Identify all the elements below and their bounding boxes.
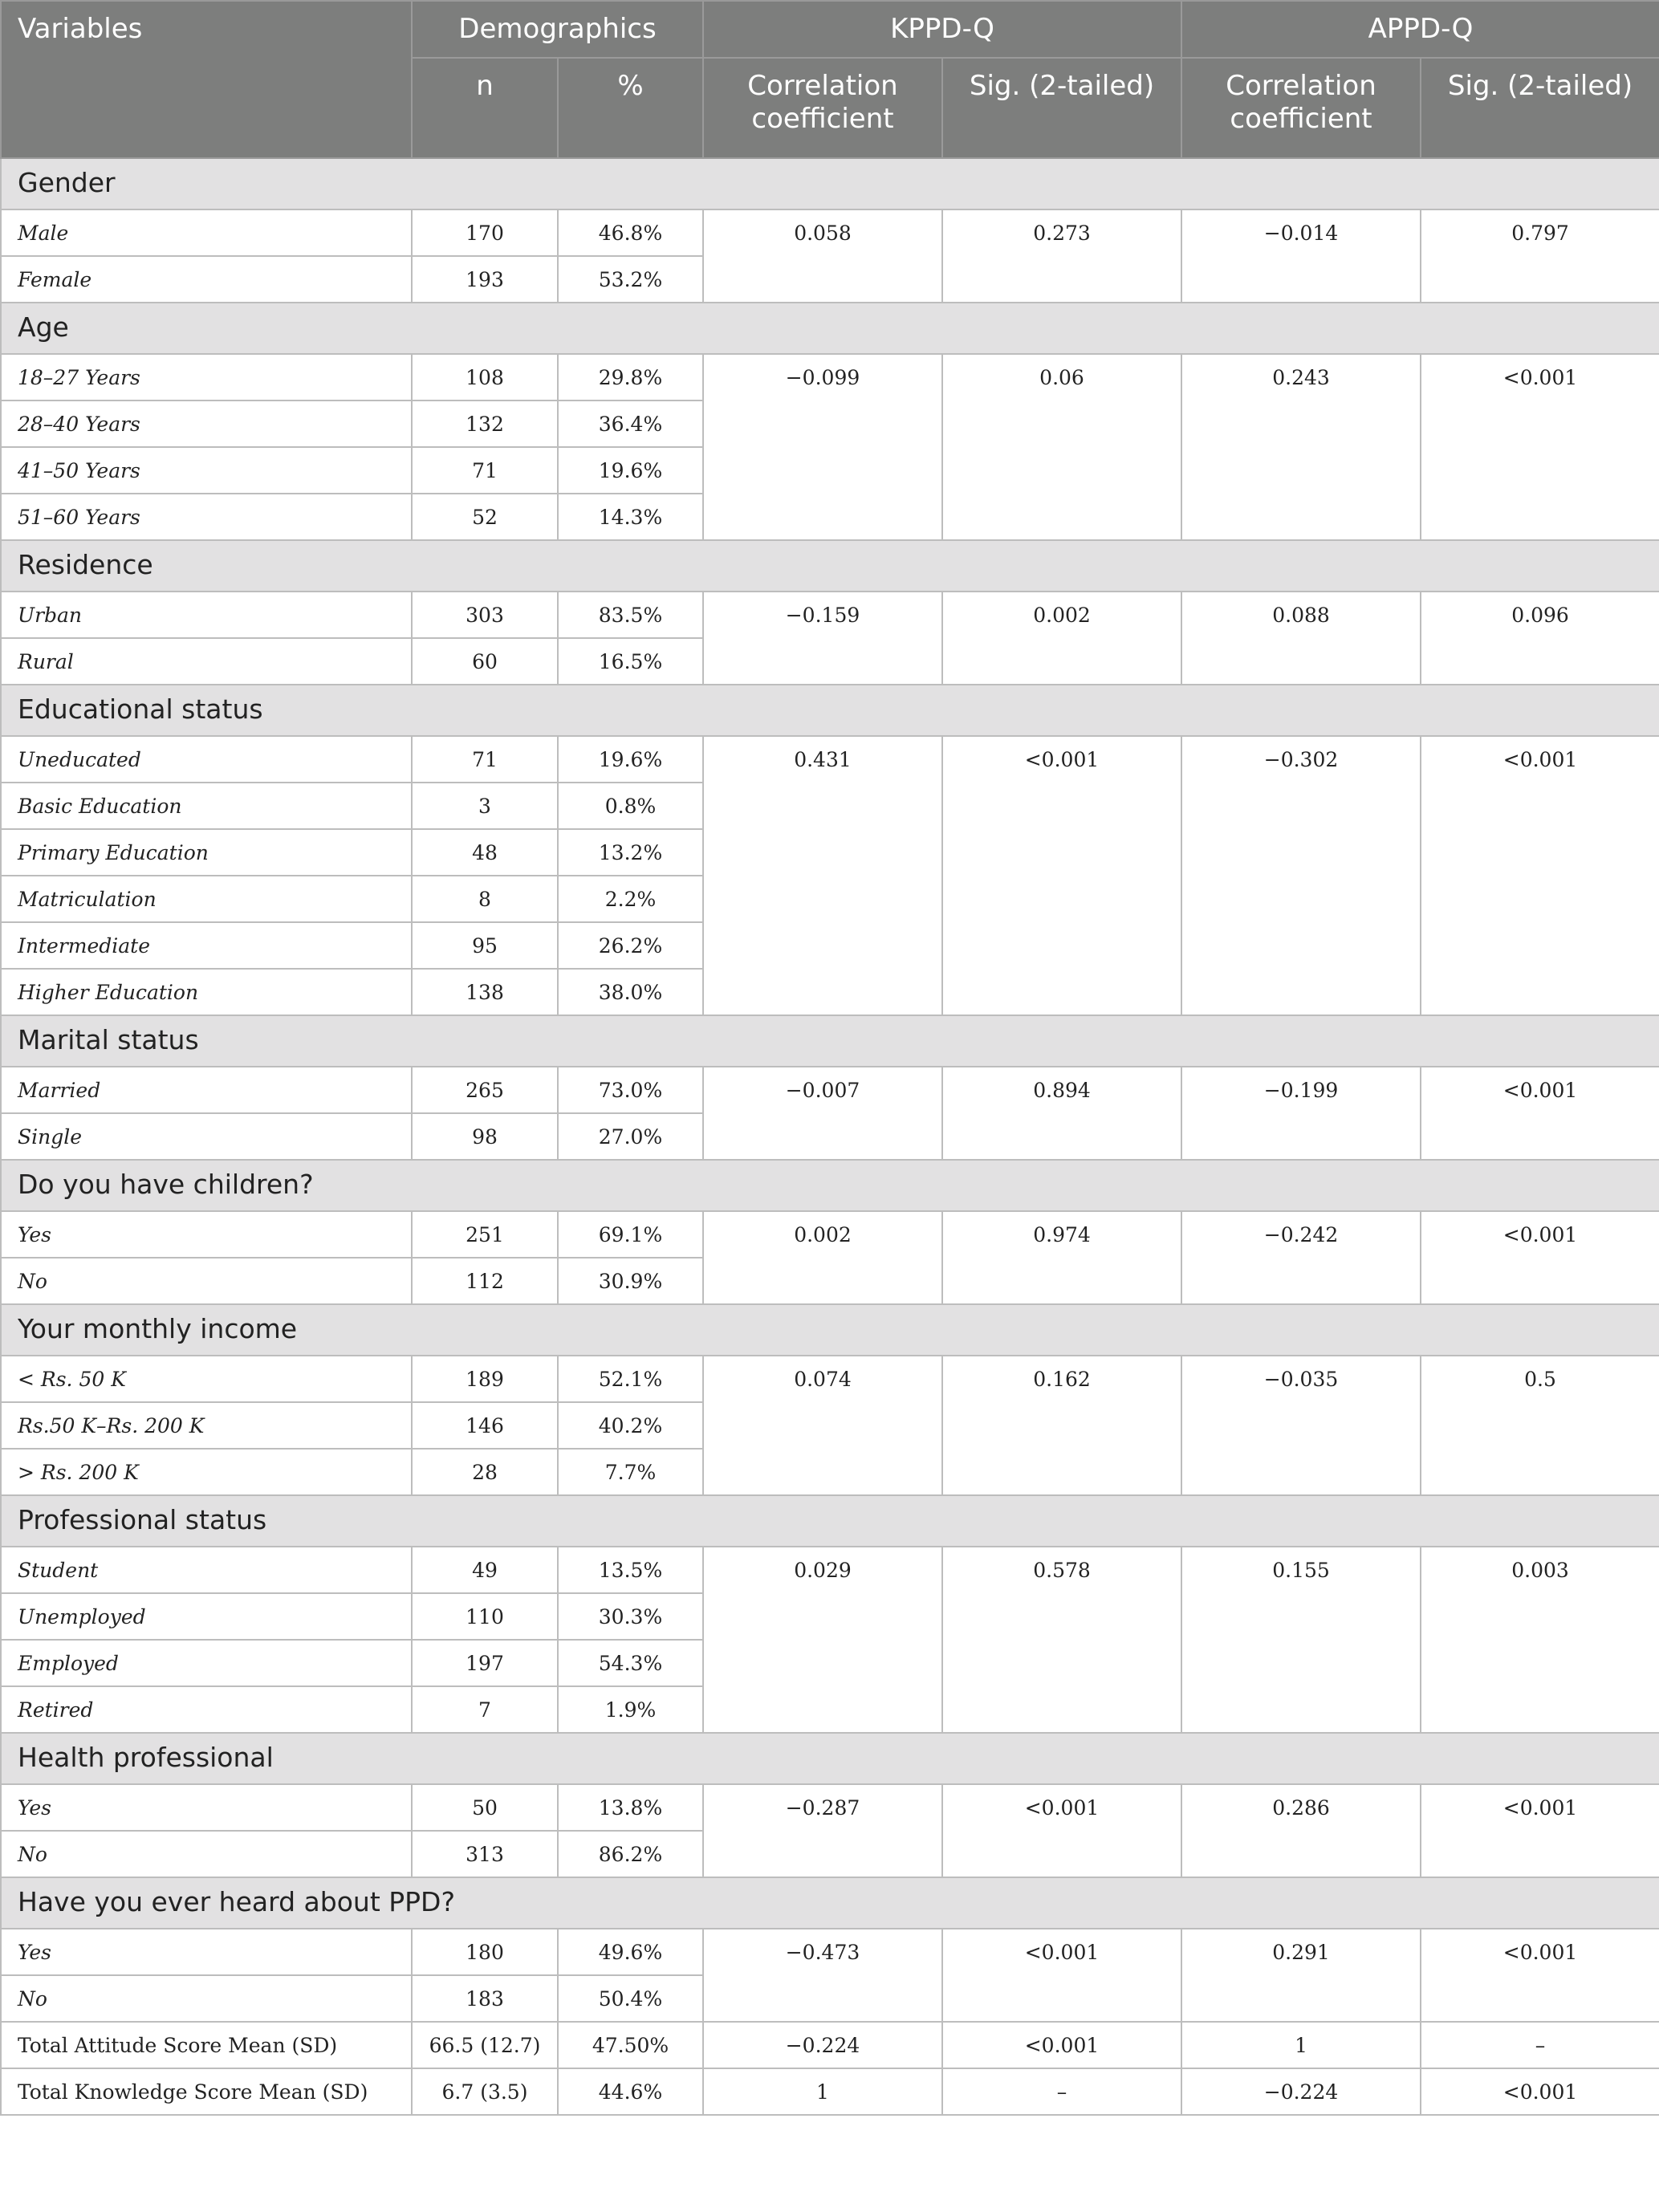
section-title: Do you have children? (1, 1160, 1659, 1211)
appd-sig-cell: <0.001 (1421, 736, 1659, 1015)
section-title: Educational status (1, 685, 1659, 736)
appd-sig-cell: <0.001 (1421, 1067, 1659, 1160)
section-title: Age (1, 303, 1659, 354)
table-row (1, 1929, 1659, 1975)
appd-correlation-cell: −0.199 (1181, 1067, 1421, 1160)
row-label: Employed (1, 1640, 412, 1686)
count-cell: 265 (412, 1067, 558, 1113)
kppd-sig-cell: <0.001 (942, 2022, 1181, 2068)
appd-sig-cell: <0.001 (1421, 354, 1659, 540)
row-label: Rs.50 K–Rs. 200 K (1, 1402, 412, 1449)
count-cell: 112 (412, 1258, 558, 1304)
table-row (1, 209, 1659, 256)
count-cell: 313 (412, 1831, 558, 1877)
percent-cell: 73.0% (558, 1067, 703, 1113)
percent-cell: 0.8% (558, 783, 703, 829)
section-title: Gender (1, 158, 1659, 209)
count-cell: 8 (412, 876, 558, 922)
kppd-correlation-cell: −0.099 (703, 354, 942, 540)
count-cell: 98 (412, 1113, 558, 1160)
row-label: Student (1, 1547, 412, 1593)
count-cell: 183 (412, 1975, 558, 2022)
percent-cell: 7.7% (558, 1449, 703, 1495)
percent-cell: 19.6% (558, 736, 703, 783)
count-cell: 146 (412, 1402, 558, 1449)
header-kppd-correlation: Correlation coefficient (703, 58, 942, 158)
section-title: Have you ever heard about PPD? (1, 1877, 1659, 1929)
total-mean-cell: 6.7 (3.5) (412, 2068, 558, 2115)
section-row (1, 303, 1659, 354)
percent-cell: 36.4% (558, 401, 703, 447)
row-label: Yes (1, 1929, 412, 1975)
section-row (1, 158, 1659, 209)
count-cell: 71 (412, 736, 558, 783)
appd-sig-cell: <0.001 (1421, 2068, 1659, 2115)
percent-cell: 50.4% (558, 1975, 703, 2022)
kppd-correlation-cell: 0.029 (703, 1547, 942, 1733)
percent-cell: 13.5% (558, 1547, 703, 1593)
count-cell: 170 (412, 209, 558, 256)
appd-sig-cell: – (1421, 2022, 1659, 2068)
header-kppd-sig: Sig. (2-tailed) (942, 58, 1181, 158)
percent-cell: 46.8% (558, 209, 703, 256)
row-label: Uneducated (1, 736, 412, 783)
count-cell: 52 (412, 494, 558, 540)
count-cell: 49 (412, 1547, 558, 1593)
count-cell: 108 (412, 354, 558, 401)
percent-cell: 38.0% (558, 969, 703, 1015)
kppd-sig-cell: <0.001 (942, 736, 1181, 1015)
percent-cell: 86.2% (558, 1831, 703, 1877)
kppd-correlation-cell: −0.287 (703, 1784, 942, 1877)
count-cell: 197 (412, 1640, 558, 1686)
section-title: Marital status (1, 1015, 1659, 1067)
row-label: Female (1, 256, 412, 303)
kppd-sig-cell: 0.894 (942, 1067, 1181, 1160)
row-label: Basic Education (1, 783, 412, 829)
table-row (1, 354, 1659, 401)
appd-correlation-cell: 0.291 (1181, 1929, 1421, 2022)
total-percent-cell: 47.50% (558, 2022, 703, 2068)
row-label: Married (1, 1067, 412, 1113)
total-label: Total Attitude Score Mean (SD) (1, 2022, 412, 2068)
count-cell: 95 (412, 922, 558, 969)
table-header (1, 1, 1659, 158)
section-row (1, 1015, 1659, 1067)
count-cell: 28 (412, 1449, 558, 1495)
table-row (1, 1211, 1659, 1258)
percent-cell: 27.0% (558, 1113, 703, 1160)
kppd-sig-cell: 0.162 (942, 1356, 1181, 1495)
total-percent-cell: 44.6% (558, 2068, 703, 2115)
appd-sig-cell: <0.001 (1421, 1784, 1659, 1877)
table-row (1, 1547, 1659, 1593)
section-row (1, 1733, 1659, 1784)
header-n: n (412, 58, 558, 158)
row-label: Single (1, 1113, 412, 1160)
count-cell: 110 (412, 1593, 558, 1640)
count-cell: 132 (412, 401, 558, 447)
section-row (1, 1877, 1659, 1929)
kppd-sig-cell: – (942, 2068, 1181, 2115)
percent-cell: 16.5% (558, 638, 703, 685)
row-label: Rural (1, 638, 412, 685)
row-label: No (1, 1831, 412, 1877)
kppd-sig-cell: <0.001 (942, 1784, 1181, 1877)
percent-cell: 53.2% (558, 256, 703, 303)
percent-cell: 26.2% (558, 922, 703, 969)
percent-cell: 19.6% (558, 447, 703, 494)
section-title: Professional status (1, 1495, 1659, 1547)
section-title: Your monthly income (1, 1304, 1659, 1356)
kppd-correlation-cell: −0.224 (703, 2022, 942, 2068)
appd-correlation-cell: −0.035 (1181, 1356, 1421, 1495)
count-cell: 193 (412, 256, 558, 303)
percent-cell: 14.3% (558, 494, 703, 540)
total-row (1, 2068, 1659, 2115)
row-label: Retired (1, 1686, 412, 1733)
kppd-sig-cell: 0.273 (942, 209, 1181, 303)
percent-cell: 30.9% (558, 1258, 703, 1304)
appd-sig-cell: <0.001 (1421, 1929, 1659, 2022)
kppd-correlation-cell: 0.431 (703, 736, 942, 1015)
appd-correlation-cell: 0.243 (1181, 354, 1421, 540)
row-label: Primary Education (1, 829, 412, 876)
total-label: Total Knowledge Score Mean (SD) (1, 2068, 412, 2115)
header-appd-correlation: Correlation coefficient (1181, 58, 1421, 158)
section-row (1, 1304, 1659, 1356)
percent-cell: 2.2% (558, 876, 703, 922)
header-percent: % (558, 58, 703, 158)
appd-sig-cell: 0.096 (1421, 592, 1659, 685)
kppd-correlation-cell: −0.007 (703, 1067, 942, 1160)
appd-correlation-cell: −0.224 (1181, 2068, 1421, 2115)
header-demographics: Demographics (412, 1, 703, 58)
appd-correlation-cell: 0.088 (1181, 592, 1421, 685)
row-label: 18–27 Years (1, 354, 412, 401)
table-row (1, 1067, 1659, 1113)
row-label: Male (1, 209, 412, 256)
appd-sig-cell: 0.797 (1421, 209, 1659, 303)
row-label: Matriculation (1, 876, 412, 922)
appd-sig-cell: 0.003 (1421, 1547, 1659, 1733)
percent-cell: 52.1% (558, 1356, 703, 1402)
row-label: Yes (1, 1784, 412, 1831)
count-cell: 303 (412, 592, 558, 638)
row-label: No (1, 1975, 412, 2022)
kppd-sig-cell: 0.974 (942, 1211, 1181, 1304)
header-appd: APPD-Q (1181, 1, 1659, 58)
row-label: 41–50 Years (1, 447, 412, 494)
percent-cell: 49.6% (558, 1929, 703, 1975)
table-row (1, 736, 1659, 783)
percent-cell: 30.3% (558, 1593, 703, 1640)
appd-sig-cell: 0.5 (1421, 1356, 1659, 1495)
section-title: Health professional (1, 1733, 1659, 1784)
kppd-correlation-cell: 0.058 (703, 209, 942, 303)
count-cell: 71 (412, 447, 558, 494)
total-row (1, 2022, 1659, 2068)
kppd-correlation-cell: 1 (703, 2068, 942, 2115)
kppd-correlation-cell: −0.159 (703, 592, 942, 685)
percent-cell: 13.8% (558, 1784, 703, 1831)
percent-cell: 83.5% (558, 592, 703, 638)
count-cell: 251 (412, 1211, 558, 1258)
table-body (1, 158, 1659, 2115)
count-cell: 50 (412, 1784, 558, 1831)
row-label: No (1, 1258, 412, 1304)
appd-correlation-cell: 0.155 (1181, 1547, 1421, 1733)
section-row (1, 540, 1659, 592)
section-row (1, 685, 1659, 736)
section-title: Residence (1, 540, 1659, 592)
count-cell: 180 (412, 1929, 558, 1975)
kppd-correlation-cell: 0.002 (703, 1211, 942, 1304)
row-label: > Rs. 200 K (1, 1449, 412, 1495)
header-appd-sig: Sig. (2-tailed) (1421, 58, 1659, 158)
percent-cell: 40.2% (558, 1402, 703, 1449)
kppd-sig-cell: <0.001 (942, 1929, 1181, 2022)
table-row (1, 592, 1659, 638)
row-label: 51–60 Years (1, 494, 412, 540)
count-cell: 60 (412, 638, 558, 685)
total-mean-cell: 66.5 (12.7) (412, 2022, 558, 2068)
kppd-correlation-cell: 0.074 (703, 1356, 942, 1495)
percent-cell: 69.1% (558, 1211, 703, 1258)
row-label: < Rs. 50 K (1, 1356, 412, 1402)
kppd-sig-cell: 0.002 (942, 592, 1181, 685)
percent-cell: 1.9% (558, 1686, 703, 1733)
appd-correlation-cell: −0.302 (1181, 736, 1421, 1015)
appd-sig-cell: <0.001 (1421, 1211, 1659, 1304)
header-kppd: KPPD-Q (703, 1, 1181, 58)
percent-cell: 54.3% (558, 1640, 703, 1686)
appd-correlation-cell: −0.014 (1181, 209, 1421, 303)
count-cell: 48 (412, 829, 558, 876)
percent-cell: 13.2% (558, 829, 703, 876)
section-row (1, 1495, 1659, 1547)
row-label: 28–40 Years (1, 401, 412, 447)
appd-correlation-cell: 1 (1181, 2022, 1421, 2068)
count-cell: 7 (412, 1686, 558, 1733)
row-label: Urban (1, 592, 412, 638)
header-variables: Variables (1, 1, 412, 158)
row-label: Yes (1, 1211, 412, 1258)
row-label: Unemployed (1, 1593, 412, 1640)
row-label: Intermediate (1, 922, 412, 969)
row-label: Higher Education (1, 969, 412, 1015)
count-cell: 3 (412, 783, 558, 829)
percent-cell: 29.8% (558, 354, 703, 401)
kppd-sig-cell: 0.06 (942, 354, 1181, 540)
count-cell: 138 (412, 969, 558, 1015)
table-row (1, 1356, 1659, 1402)
kppd-correlation-cell: −0.473 (703, 1929, 942, 2022)
count-cell: 189 (412, 1356, 558, 1402)
kppd-sig-cell: 0.578 (942, 1547, 1181, 1733)
section-row (1, 1160, 1659, 1211)
appd-correlation-cell: −0.242 (1181, 1211, 1421, 1304)
appd-correlation-cell: 0.286 (1181, 1784, 1421, 1877)
table-row (1, 1784, 1659, 1831)
